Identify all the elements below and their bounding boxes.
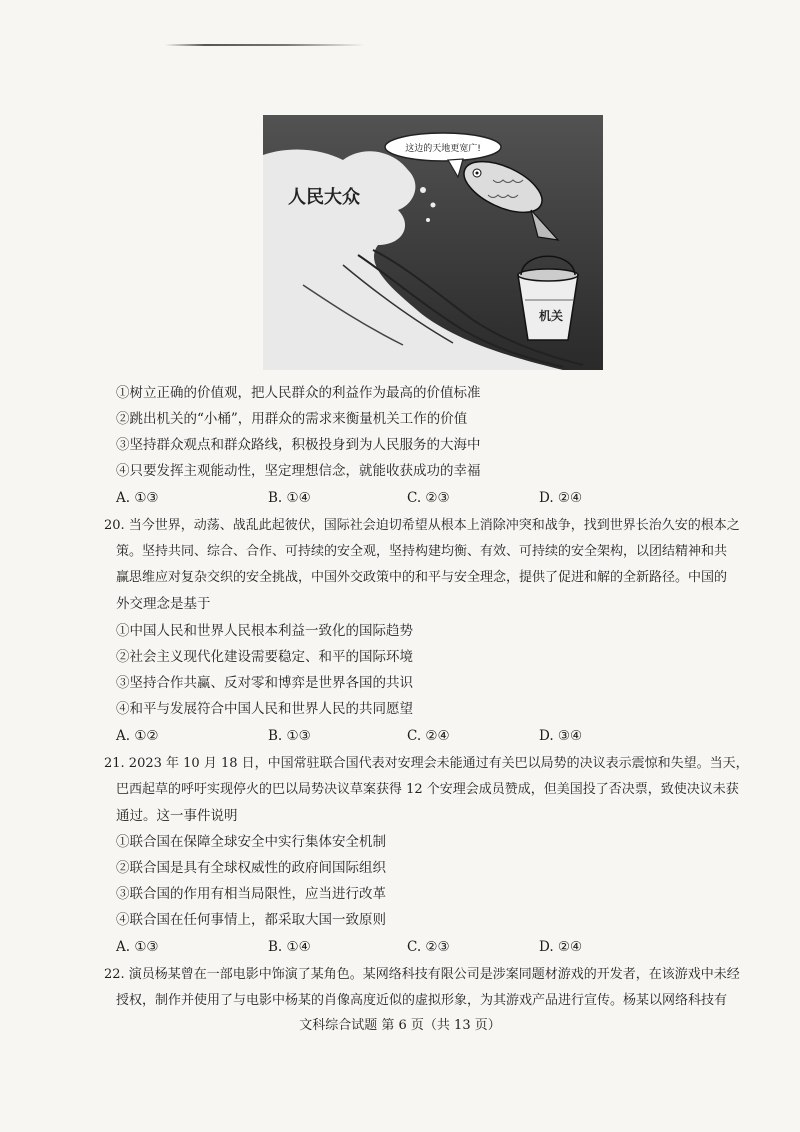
q21-choice-c[interactable]: C. ②③ [407,939,450,955]
q20-choice-a[interactable]: A. ①② [116,728,159,744]
q19-option-1: ①树立正确的价值观，把人民群众的利益作为最高的价值标准 [116,385,481,401]
q20-stem-line-2: 策。坚持共同、综合、合作、可持续的安全观，坚持构建均衡、有效、可持续的安全架构，以团结精神和共 [116,544,728,559]
q20-choice-d[interactable]: D. ③④ [539,728,583,744]
q21-stem-line-1: 21. 2023 年 10 月 18 日，中国常驻联合国代表对安理会未能通过有关巴以局势的决议表示震惊和失望。当天， [104,756,749,771]
q19-choice-d[interactable]: D. ②④ [539,490,583,506]
q21-stem-line-3: 通过。这一事件说明 [116,808,238,824]
q20-choice-c[interactable]: C. ②④ [407,728,450,744]
q21-option-2: ②联合国是具有全球权威性的政府间国际组织 [116,860,386,876]
scan-artifact-line [165,44,365,46]
q21-option-3: ③联合国的作用有相当局限性，应当进行改革 [116,886,386,902]
q20-option-2: ②社会主义现代化建设需要稳定、和平的国际环境 [116,649,413,665]
bucket-label: 机关 [539,309,564,323]
cartoon-illustration [263,115,603,370]
q22-stem-line-1: 22. 演员杨某曾在一部电影中饰演了某角色。某网络科技有限公司是涉案同题材游戏的开发者，在该游戏中未经 [104,967,740,982]
q19-choice-b[interactable]: B. ①④ [268,490,311,506]
q19-choice-c[interactable]: C. ②③ [407,490,450,506]
q20-option-1: ①中国人民和世界人民根本利益一致化的国际趋势 [116,623,413,639]
bubble-text: 这边的天地更宽广! [405,144,481,154]
q19-option-4: ④只要发挥主观能动性，坚定理想信念，就能收获成功的幸福 [116,463,481,479]
q20-option-4: ④和平与发展符合中国人民和世界人民的共同愿望 [116,701,413,717]
q21-option-1: ①联合国在保障全球安全中实行集体安全机制 [116,834,386,850]
q20-choice-b[interactable]: B. ①③ [268,728,311,744]
page-footer: 文科综合试题 第 6 页（共 13 页） [299,1018,501,1033]
q21-choice-a[interactable]: A. ①③ [116,939,159,955]
q20-stem-line-4: 外交理念是基于 [116,596,211,612]
q21-choice-b[interactable]: B. ①④ [268,939,311,955]
q22-stem-line-2: 授权，制作并使用了与电影中杨某的肖像高度近似的虚拟形象，为其游戏产品进行宣传。杨某以网络科技有 [116,993,728,1008]
q19-choice-a[interactable]: A. ①③ [116,490,159,506]
q19-option-3: ③坚持群众观点和群众路线，积极投身到为人民服务的大海中 [116,437,481,453]
q20-stem-line-1: 20. 当今世界，动荡、战乱此起彼伏，国际社会迫切希望从根本上消除冲突和战争，找到世界长治久安的根本之 [104,518,740,533]
q20-option-3: ③坚持合作共赢、反对零和博弈是世界各国的共识 [116,675,413,691]
q20-stem-line-3: 赢思维应对复杂交织的安全挑战，中国外交政策中的和平与安全理念，提供了促进和解的全新路径。中国的 [116,570,728,585]
q21-stem-line-2: 巴西起草的呼吁实现停火的巴以局势决议草案获得 12 个安理会成员赞成，但美国投了否决票，致使决议未获 [116,782,739,797]
q21-choice-d[interactable]: D. ②④ [539,939,583,955]
q21-option-4: ④联合国在任何事情上，都采取大国一致原则 [116,912,386,928]
wave-label: 人民大众 [288,187,360,208]
q19-option-2: ②跳出机关的“小桶”，用群众的需求来衡量机关工作的价值 [116,411,468,427]
